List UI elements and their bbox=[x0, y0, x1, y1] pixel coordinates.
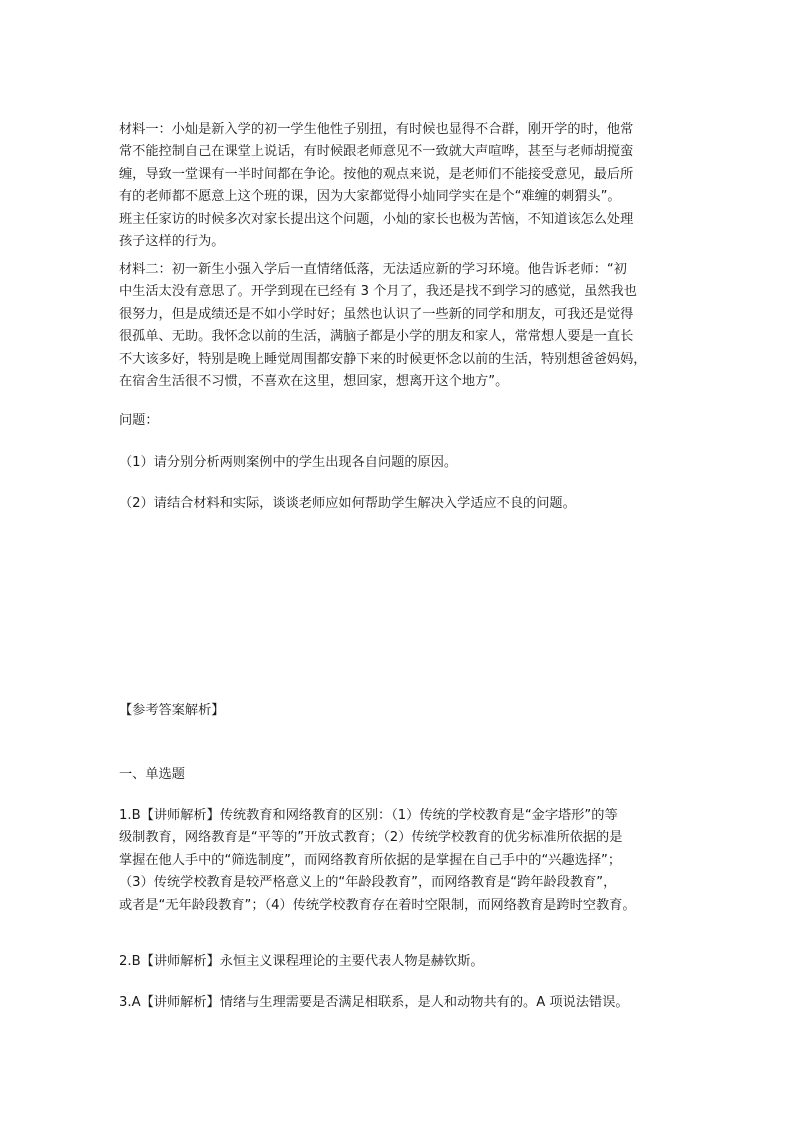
text-line: 不大该多好，特别是晚上睡觉周围都安静下来的时候更怀念以前的生活，特别想爸爸妈妈， bbox=[119, 351, 647, 367]
text-line: 掌握在他人手中的“筛选制度”，而网络教育所依据的是掌握在自己手中的“兴趣选择”； bbox=[119, 852, 622, 868]
text-line: 有的老师都不愿意上这个班的课，因为大家都觉得小灿同学实在是个“难缠的刺猬头”。 bbox=[119, 189, 621, 205]
text-line: 中生活太没有意思了。开学到现在已经有 3 个月了，我还是找不到学习的感觉，虽然我也 bbox=[119, 284, 637, 300]
text-line: 【参考答案解析】 bbox=[119, 703, 225, 718]
answer-three-explanation bbox=[119, 992, 679, 1014]
text-line: 3.A【讲师解析】情绪与生理需要是否满足相联系，是人和动物共有的。A 项说法错误。 bbox=[119, 995, 629, 1010]
text-line: 2.B【讲师解析】永恒主义课程理论的主要代表人物是赫钦斯。 bbox=[119, 954, 484, 969]
material-one-paragraph bbox=[119, 119, 679, 253]
text-line: 缠，导致一堂课有一半时间都在争论。按他的观点来说，是老师们不能接受意见，最后所 bbox=[119, 166, 634, 182]
text-line: 班主任家访的时候多次对家长提出这个问题，小灿的家长也极为苦恼，不知道该怎么处理 bbox=[119, 211, 634, 227]
questions-label bbox=[119, 410, 679, 432]
text-line: 1.B【讲师解析】传统教育和网络教育的区别：（1）传统的学校教育是“金字塔形”的等 bbox=[119, 808, 618, 823]
text-line: （1）请分别分析两则案例中的学生出现各自问题的原因。 bbox=[119, 455, 458, 470]
text-line: （3）传统学校教育是较严格意义上的“年龄段教育”，而网络教育是“跨年龄段教育”， bbox=[119, 875, 617, 891]
answer-one-explanation bbox=[119, 805, 679, 917]
text-line: 级制教育，网络教育是“平等的”开放式教育；（2）传统学校教育的优劣标准所依据的是 bbox=[119, 830, 623, 846]
text-line: 一、单选题 bbox=[119, 767, 185, 782]
text-line: 问题： bbox=[119, 413, 159, 428]
question-two bbox=[119, 493, 679, 515]
question-one bbox=[119, 452, 679, 474]
text-line: （2）请结合材料和实际，谈谈老师应如何帮助学生解决入学适应不良的问题。 bbox=[119, 496, 576, 511]
text-line: 在宿舍生活很不习惯，不喜欢在这里，想回家，想离开这个地方”。 bbox=[119, 374, 509, 390]
answer-key-heading bbox=[119, 700, 679, 722]
text-line: 材料二：初一新生小强入学后一直情绪低落，无法适应新的学习环境。他告诉老师：“初 bbox=[119, 262, 627, 277]
answer-two-explanation bbox=[119, 951, 679, 973]
text-line: 常不能控制自己在课堂上说话，有时候跟老师意见不一致就大声喧哗，甚至与老师胡搅蛮 bbox=[119, 144, 634, 160]
text-line: 材料一：小灿是新入学的初一学生他性子别扭，有时候也显得不合群，刚开学的时，他常 bbox=[119, 122, 634, 137]
text-line: 很努力，但是成绩还是不如小学时好；虽然也认识了一些新的同学和朋友，可我还是觉得 bbox=[119, 306, 634, 322]
text-line: 很孤单、无助。我怀念以前的生活，满脑子都是小学的朋友和家人，常常想人要是一直长 bbox=[119, 329, 634, 345]
section-heading bbox=[119, 764, 679, 786]
text-line: 孩子这样的行为。 bbox=[119, 234, 225, 250]
material-two-paragraph bbox=[119, 259, 679, 393]
text-line: 或者是“无年龄段教育”；（4）传统学校教育存在着时空限制，而网络教育是跨时空教育。 bbox=[119, 897, 636, 913]
